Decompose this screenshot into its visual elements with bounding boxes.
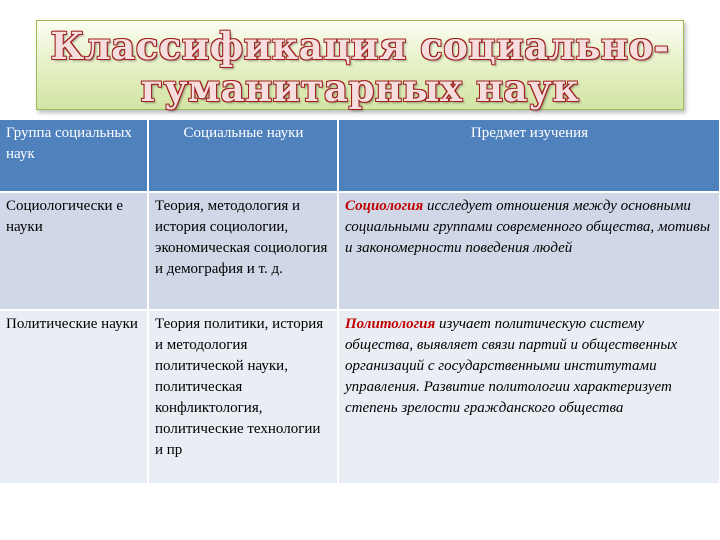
- subject-term: Социология: [345, 198, 424, 214]
- header-sciences: Социальные науки: [148, 120, 338, 192]
- subject-term: Политология: [345, 316, 436, 332]
- cell-group: Политические науки: [0, 310, 148, 484]
- title-banner: [36, 20, 684, 110]
- subject-text: изучает политическую систему общества, выявляет связи партий и общественных организаций с государственными институтами управления. Развитие политологии характеризует степень зрелости гражданского общества: [345, 316, 678, 416]
- subject-text: исследует отношения между основными социальными группами современного общества, мотивы и закономерности поведения людей: [345, 198, 710, 256]
- title-line-1: Классификация социально-: [50, 24, 670, 68]
- table-header-row: [0, 120, 720, 192]
- cell-sciences: Теория политики, история и методология политической науки, политическая конфликтология, политические технологии и пр: [148, 310, 338, 484]
- header-group: Группа социальных наук: [0, 120, 148, 192]
- cell-subject: [338, 310, 720, 484]
- page-title: [37, 21, 683, 109]
- classification-table: [0, 120, 720, 485]
- cell-group: Социологически е науки: [0, 192, 148, 310]
- cell-sciences: Теория, методология и история социологии, экономическая социология и демография и т. д.: [148, 192, 338, 310]
- table-row: [0, 192, 720, 310]
- cell-subject: [338, 192, 720, 310]
- table-row: [0, 310, 720, 484]
- header-subject: Предмет изучения: [338, 120, 720, 192]
- title-line-2: гуманитарных наук: [140, 66, 580, 110]
